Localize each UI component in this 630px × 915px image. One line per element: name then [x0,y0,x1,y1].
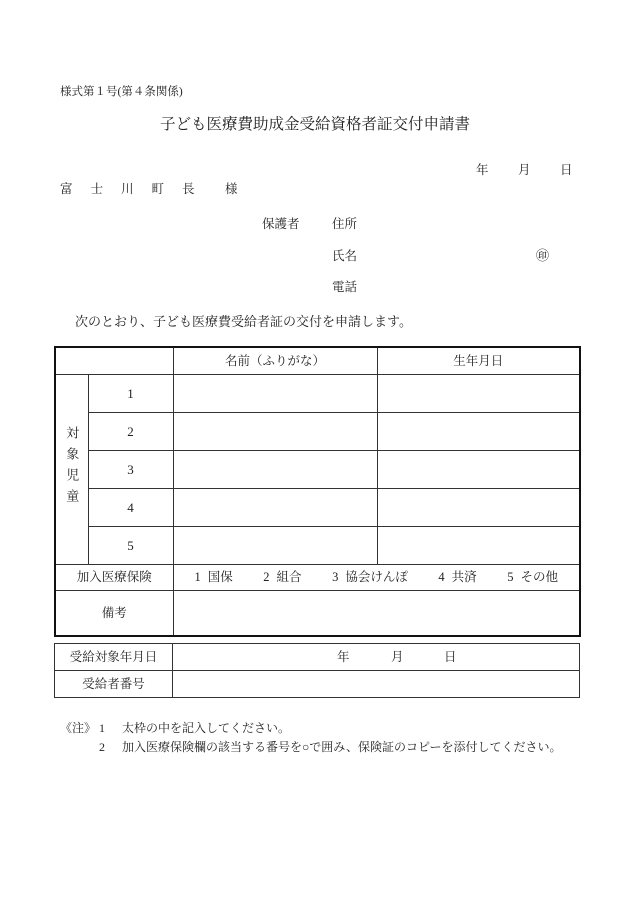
child-number-4: 4 [88,488,173,526]
child-number-2: 2 [88,412,173,450]
eligibility-date-label: 受給対象年月日 [55,644,173,671]
address-label: 住所 [332,217,358,231]
eligibility-date-cell [173,644,580,671]
note-text-2: 加入医療保険欄の該当する番号を○で囲み、保険証のコピーを添付してください。 [122,740,562,754]
form-title: 子ども医療費助成金受給資格者証交付申請書 [159,116,470,133]
remarks-cell [173,590,580,636]
table-row [55,374,580,412]
remarks-label: 備考 [55,590,173,636]
application-date-month-label: 月 [518,163,531,177]
insurance-option-mutual-aid [438,571,476,584]
insurance-option-number: 2 [263,569,270,584]
child-4-birthdate-cell [377,488,580,526]
addressee-honorific: 様 [225,182,238,196]
eligibility-date-row [55,644,580,671]
target-children-label: 対象児童 [64,425,80,510]
name-column-header: 名前（ふりがな） [173,347,377,374]
insurance-label: 加入医療保険 [55,564,173,590]
child-1-birthdate-cell [377,374,580,412]
addressee-name: 富士川町長 [60,182,213,196]
insurance-option-number: 5 [507,569,514,584]
table-row [55,526,580,564]
insurance-option-label: 組合 [276,569,302,584]
guardian-label: 保護者 [262,217,300,231]
note-number-1: 1 [99,721,105,735]
table-row [55,450,580,488]
child-5-name-cell [173,526,377,564]
recipient-number-cell [173,671,580,698]
note-text-1: 太枠の中を記入してください。 [122,721,291,735]
child-2-name-cell [173,412,377,450]
child-2-birthdate-cell [377,412,580,450]
child-3-birthdate-cell [377,450,580,488]
recipient-number-label: 受給者番号 [55,671,173,698]
child-1-name-cell [173,374,377,412]
note-number-2: 2 [99,740,105,754]
applicant-name-label: 氏名 [332,249,358,263]
child-5-birthdate-cell [377,526,580,564]
insurance-options [174,571,580,584]
child-4-name-cell [173,488,377,526]
insurance-option-number: 1 [194,569,201,584]
eligibility-year-label: 年 [337,650,350,664]
child-number-1: 1 [88,374,173,412]
child-number-3: 3 [88,450,173,488]
phone-label: 電話 [332,280,358,294]
application-date-day-label: 日 [560,163,573,177]
insurance-option-label: 国保 [207,569,233,584]
table-row [55,488,580,526]
child-number-5: 5 [88,526,173,564]
office-use-table [54,643,580,698]
eligibility-month-label: 月 [391,650,404,664]
seal-mark: ㊞ [536,248,550,263]
insurance-option-union [263,571,301,584]
children-table-header-row [55,347,580,374]
application-statement: 次のとおり、子ども医療費受給者証の交付を申請します。 [75,314,412,329]
child-3-name-cell [173,450,377,488]
insurance-option-association [332,571,408,584]
eligibility-date-fields [173,644,579,670]
form-number: 様式第１号(第４条関係) [60,86,183,98]
insurance-option-label: 共済 [451,569,477,584]
birthdate-column-header: 生年月日 [377,347,580,374]
recipient-number-row [55,671,580,698]
remarks-row [55,590,580,636]
children-table [54,346,581,637]
application-date-year-label: 年 [476,163,489,177]
insurance-option-national [195,571,233,584]
insurance-option-label: その他 [520,569,558,584]
notes-label: 《注》 [60,721,97,735]
insurance-option-other [507,571,558,584]
eligibility-day-label: 日 [444,650,457,664]
insurance-options-cell [173,564,580,590]
insurance-option-number: 3 [332,569,339,584]
table-row [55,412,580,450]
insurance-option-number: 4 [438,569,445,584]
insurance-option-label: 協会けんぽ [345,569,408,584]
insurance-row [55,564,580,590]
target-children-group-cell [55,374,88,564]
table-corner-cell [55,347,173,374]
